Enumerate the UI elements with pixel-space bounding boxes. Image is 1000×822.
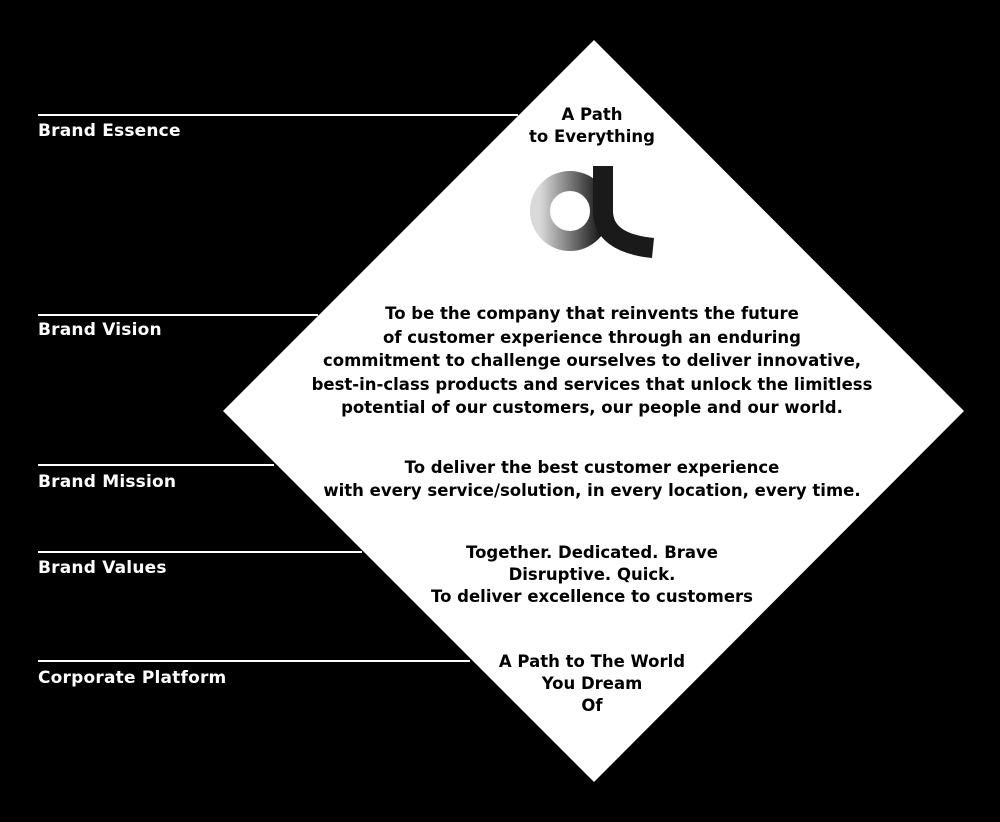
label-brand-essence: Brand Essence (38, 121, 181, 141)
platform-line: Of (581, 696, 603, 715)
vision-line: potential of our customers, our people and our world. (341, 398, 843, 417)
platform-line: You Dream (541, 674, 643, 693)
label-brand-vision: Brand Vision (38, 320, 162, 340)
platform-line: A Path to The World (498, 652, 686, 671)
values-line: To deliver excellence to customers (431, 587, 753, 606)
vision-line: best-in-class products and services that unlock the limitless (311, 374, 873, 394)
label-brand-values: Brand Values (38, 558, 167, 578)
values-line: Together. Dedicated. Brave (466, 543, 718, 562)
vision-text (92, 302, 1000, 420)
platform-text (92, 651, 1000, 717)
mission-line: with every service/solution, in every location, every time. (323, 481, 861, 500)
label-brand-mission: Brand Mission (38, 472, 177, 492)
vision-line: commitment to challenge ourselves to deliver innovative, (322, 351, 862, 370)
vision-line: of customer experience through an enduring (382, 327, 801, 347)
vision-line: To be the company that reinvents the future (385, 304, 799, 323)
essence-text (92, 104, 1000, 148)
mission-line: To deliver the best customer experience (404, 458, 780, 477)
essence-line: A Path (561, 105, 623, 124)
essence-line: to Everything (529, 127, 655, 146)
label-corporate-platform: Corporate Platform (38, 668, 227, 688)
values-text (92, 542, 1000, 608)
mission-text (92, 456, 1000, 502)
values-line: Disruptive. Quick. (508, 565, 676, 584)
